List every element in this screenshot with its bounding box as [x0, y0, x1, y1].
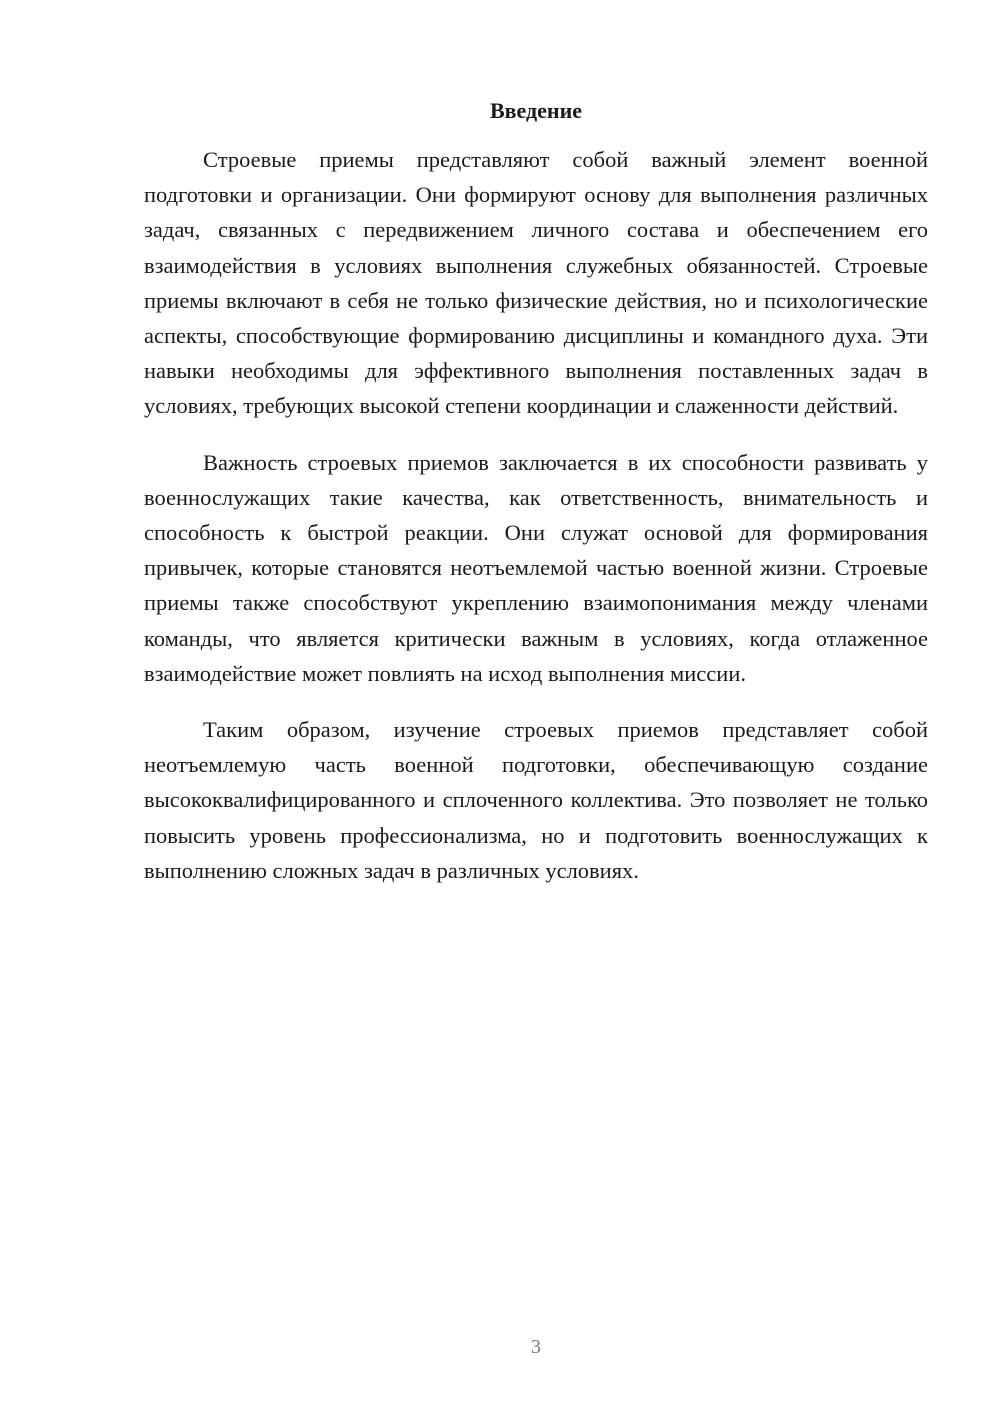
body-text — [144, 142, 928, 909]
page-number: 3 — [531, 1336, 541, 1358]
paragraph-3: Таким образом, изучение строевых приемов представляет собой неотъемлемую часть военной подготовки, обеспечивающую создание высококвалифицированного и сплоченного коллектива. Это позволяет не только повысить уровень профессионализма, но и подготовить военнослужащих к выполнению сложных задач в различных условиях. — [144, 717, 928, 883]
paragraph-2: Важность строевых приемов заключается в их способности развивать у военнослужащих такие качества, как ответственность, внимательность и способность к быстрой реакции. Они служат основой для формирования привычек, которые становятся неотъемлемой частью военной жизни. Строевые приемы также способствуют укреплению взаимопонимания между членами команды, что является критически важным в условиях, когда отлаженное взаимодействие может повлиять на исход выполнения миссии. — [144, 449, 928, 686]
section-heading: Введение — [489, 98, 583, 123]
paragraph-1: Строевые приемы представляют собой важный элемент военной подготовки и организации. Они формируют основу для выполнения различных задач, связанных с передвижением личного состава и обеспечением его взаимодействия в условиях выполнения служебных обязанностей. Строевые приемы включают в себя не только физические действия, но и психологические аспекты, способствующие формированию дисциплины и командного духа. Эти навыки необходимы для эффективного выполнения поставленных задач в условиях, требующих высокой степени координации и слаженности действий. — [144, 147, 928, 419]
